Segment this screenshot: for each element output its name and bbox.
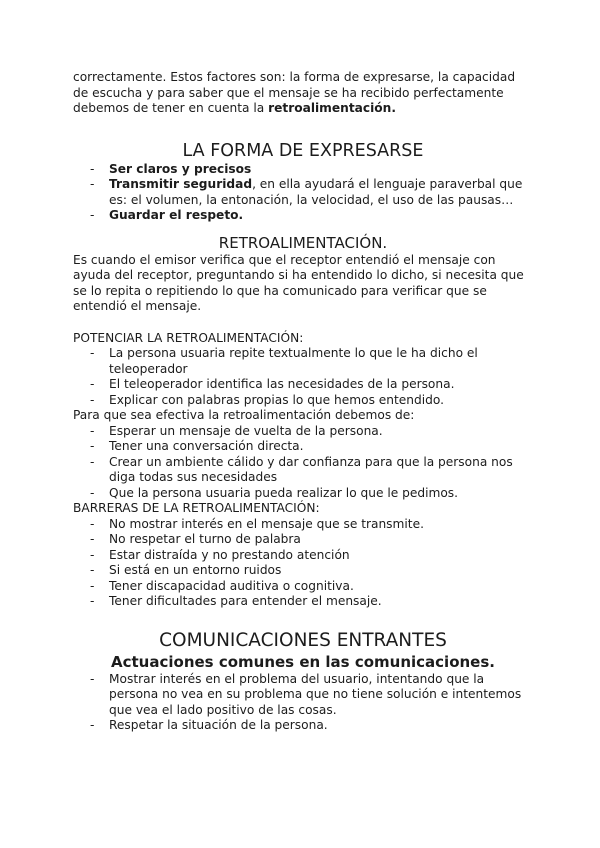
bullet-dash: - xyxy=(90,563,95,577)
list-item-text: Que la persona usuaria pueda realizar lo que le pedimos. xyxy=(109,485,459,500)
bullet-dash: - xyxy=(90,423,95,438)
list-item-text: Explicar con palabras propias lo que hemos entendido. xyxy=(109,392,445,407)
bullet-dash: - xyxy=(90,718,95,732)
list-item-text: , en ella ayudará el lenguaje paraverbal que es: el volumen, la entonación, la velocidad, el uso de las pausas… xyxy=(109,177,523,207)
list-item-text: No respetar el turno de palabra xyxy=(109,532,301,546)
list-item-text: Tener dificultades para entender el mensaje. xyxy=(109,594,382,608)
list-item xyxy=(73,486,533,502)
entrantes-list xyxy=(73,672,533,734)
bullet-dash: - xyxy=(90,594,95,608)
list-item xyxy=(73,718,533,734)
bullet-dash: - xyxy=(90,439,95,453)
list-item xyxy=(73,455,533,486)
retro-title: RETROALIMENTACIÓN. xyxy=(218,233,388,252)
list-item xyxy=(73,672,533,719)
list-item xyxy=(73,208,533,224)
bullet-dash: - xyxy=(90,377,95,391)
list-item-text: Esperar un mensaje de vuelta de la persona. xyxy=(109,423,383,438)
intro-paragraph xyxy=(73,70,533,117)
list-item-text: Estar distraída y no prestando atención xyxy=(109,547,350,562)
list-item-text: Tener una conversación directa. xyxy=(109,439,304,453)
retro-body: Es cuando el emisor verifica que el receptor entendió el mensaje con ayuda del receptor, preguntando si ha entendido lo dicho, si necesita que se lo repita o repitiendo lo que ha comunicado para verificar que se entendió el mensaje. xyxy=(73,252,524,313)
barreras-list xyxy=(73,517,533,610)
efectiva-intro: Para que sea efectiva la retroalimentación debemos de: xyxy=(73,408,415,422)
list-item-text: Mostrar interés en el problema del usuario, intentando que la persona no vea en su problema que no tiene solución e intentemos que vea el lado positivo de las cosas. xyxy=(109,671,522,717)
potenciar-list xyxy=(73,346,533,408)
list-item xyxy=(73,439,533,455)
efectiva-list xyxy=(73,424,533,502)
intro-text: correctamente. Estos factores son: la forma de expresarse, la capacidad de escucha y para saber que el mensaje se ha recibido perfectamente debemos de tener en cuenta la xyxy=(73,70,516,115)
barreras-heading: BARRERAS DE LA RETROALIMENTACIÓN: xyxy=(73,501,320,515)
bullet-dash: - xyxy=(90,516,95,531)
list-item xyxy=(73,579,533,595)
list-item xyxy=(73,377,533,393)
bullet-dash: - xyxy=(90,392,95,407)
bullet-dash: - xyxy=(90,346,95,360)
list-item-text: Guardar el respeto. xyxy=(109,208,244,222)
forma-list xyxy=(73,162,533,224)
list-item xyxy=(73,393,533,409)
list-item-text: La persona usuaria repite textualmente lo que le ha dicho el teleoperador xyxy=(109,346,478,376)
list-item xyxy=(73,424,533,440)
document-page xyxy=(73,70,533,734)
list-item-text: Si está en un entorno ruidos xyxy=(109,563,282,577)
bullet-dash: - xyxy=(90,485,95,500)
bullet-dash: - xyxy=(90,671,95,686)
list-item-text: No mostrar interés en el mensaje que se transmite. xyxy=(109,516,424,531)
list-item xyxy=(73,177,533,208)
bullet-dash: - xyxy=(90,532,95,546)
list-item-text: Ser claros y precisos xyxy=(109,161,252,176)
intro-bold-term: retroalimentación. xyxy=(268,101,396,115)
list-item-text: Respetar la situación de la persona. xyxy=(109,718,328,732)
list-item xyxy=(73,346,533,377)
list-item xyxy=(73,532,533,548)
list-item xyxy=(73,548,533,564)
bullet-dash: - xyxy=(90,454,95,469)
list-item-bold: Transmitir seguridad xyxy=(109,177,253,191)
list-item-text: El teleoperador identifica las necesidades de la persona. xyxy=(109,377,455,391)
potenciar-heading: POTENCIAR LA RETROALIMENTACIÓN: xyxy=(73,330,304,345)
list-item xyxy=(73,162,533,178)
bullet-dash: - xyxy=(90,578,95,593)
list-item xyxy=(73,563,533,579)
forma-title: LA FORMA DE EXPRESARSE xyxy=(182,140,424,161)
list-item-text: Tener discapacidad auditiva o cognitiva. xyxy=(109,578,354,593)
list-item-text: Crear un ambiente cálido y dar confianza para que la persona nos diga todas sus necesidades xyxy=(109,454,513,484)
list-item xyxy=(73,594,533,610)
bullet-dash: - xyxy=(90,177,95,191)
entrantes-title: COMUNICACIONES ENTRANTES xyxy=(159,629,447,651)
entrantes-subtitle: Actuaciones comunes en las comunicaciones. xyxy=(111,652,495,671)
bullet-dash: - xyxy=(90,161,95,176)
bullet-dash: - xyxy=(90,208,95,222)
bullet-dash: - xyxy=(90,547,95,562)
list-item xyxy=(73,517,533,533)
